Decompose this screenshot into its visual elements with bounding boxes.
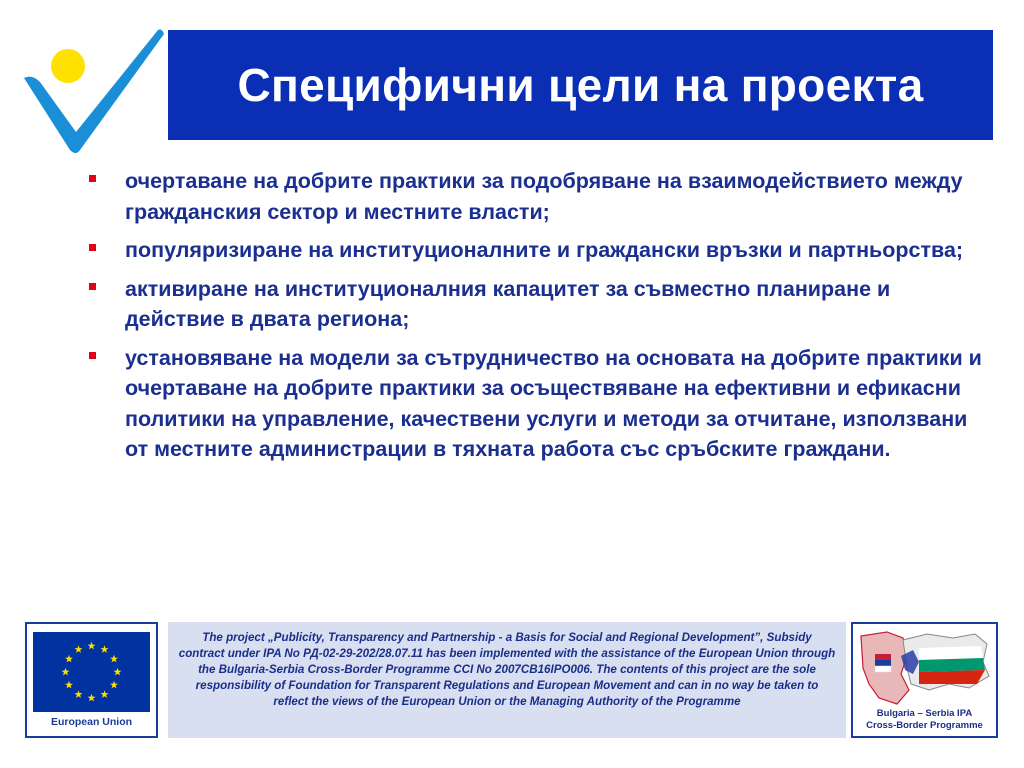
bullet-text: очертаване на добрите практики за подобряване на взаимодействието между гражданския сектор и местните власти;	[125, 169, 963, 224]
programme-logo-box	[851, 622, 998, 738]
programme-label-line1: Bulgaria – Serbia IPA	[876, 708, 973, 719]
checkmark-sun-logo-icon	[18, 28, 166, 156]
programme-label-line2: Cross-Border Programme	[866, 720, 983, 731]
bullet-item	[88, 343, 988, 465]
title-bar	[168, 30, 993, 140]
bullet-marker	[89, 244, 96, 251]
eu-flag-icon	[33, 632, 150, 712]
eu-label: European Union	[50, 716, 133, 728]
bullet-marker	[89, 352, 96, 359]
objectives-list	[88, 166, 988, 473]
slide-title: Специфични цели на проекта	[237, 59, 924, 111]
bullet-text: активиране на институционалния капацитет за съвместно планиране и действие в двата региона;	[125, 276, 891, 331]
bullet-item	[88, 235, 988, 266]
programme-label	[853, 708, 996, 732]
bullet-marker	[89, 283, 96, 290]
bullet-item	[88, 166, 988, 227]
disclaimer-text: The project „Publicity, Transparency and Partnership - a Basis for Social and Regional Development”, Subsidy contract under IPA No РД-02-29-202/28.07.11 has been implemented with the assistance of the European Union through the Bulgaria-Serbia Cross-Border Programme CCI No 2007CB16IPO006. The contents of this project are the sole responsibility of Foundation for Transparent Regulations and European Movement and can in no way be taken to reflect the views of the European Union or the Managing Authority of the Programme	[168, 622, 846, 738]
bullet-marker	[89, 175, 96, 182]
eu-logo-box	[25, 622, 158, 738]
bullet-text: популяризиране на институционалните и граждански връзки и партньорства;	[125, 238, 964, 262]
bullet-text: установяване на модели за сътрудничество на основата на добрите практики и очертаване на добрите практики за осъществяване на ефективни и ефикасни политики на управление, качествени услуги и методи за отчитане, използвани от местните администрации в тяхната работа със сръбските граждани.	[125, 345, 982, 461]
bulgaria-serbia-map-icon	[857, 628, 992, 708]
bullet-item	[88, 274, 988, 335]
